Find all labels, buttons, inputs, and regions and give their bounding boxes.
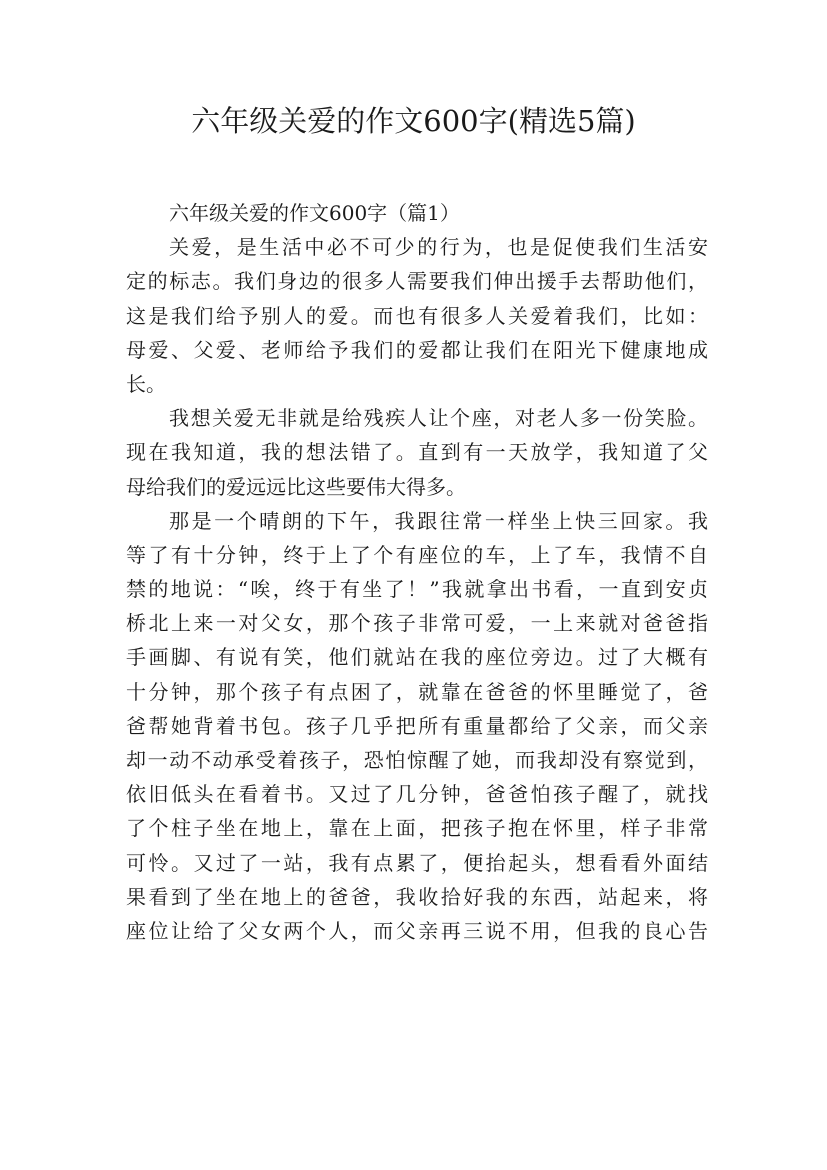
text-line: 那是一个晴朗的下午，我跟往常一样坐上快三回家。我 — [169, 508, 708, 533]
text-line: 了个柱子坐在地上，靠在上面，把孩子抱在怀里，样子非常 — [126, 816, 708, 841]
text-line: 座位让给了父女两个人，而父亲再三说不用，但我的良心告 — [126, 918, 708, 943]
text-line: 十分钟，那个孩子有点困了，就靠在爸爸的怀里睡觉了，爸 — [126, 679, 708, 704]
text-line: 爸帮她背着书包。孩子几乎把所有重量都给了父亲，而父亲 — [126, 713, 708, 738]
text-line: 母给我们的爱远远比这些要伟大得多。 — [126, 474, 466, 499]
document-title: 六年级关爱的作文600字(精选5篇) — [191, 104, 636, 138]
text-line: 等了有十分钟，终于上了个有座位的车，上了车，我情不自 — [126, 542, 708, 567]
text-line: 禁的地说：“唉，终于有坐了！”我就拿出书看，一直到安贞 — [126, 577, 708, 602]
text-line: 手画脚、有说有笑，他们就站在我的座位旁边。过了大概有 — [126, 645, 708, 670]
text-line: 却一动不动承受着孩子，恐怕惊醒了她，而我却没有察觉到， — [126, 748, 708, 772]
text-line: 果看到了坐在地上的爸爸，我收拾好我的东西，站起来，将 — [126, 884, 708, 909]
document-body — [126, 196, 708, 948]
text-line: 现在我知道，我的想法错了。直到有一天放学，我知道了父 — [126, 440, 708, 465]
text-line: 这是我们给予别人的爱。而也有很多人关爱着我们，比如： — [126, 303, 708, 328]
text-line: 桥北上来一对父女，那个孩子非常可爱，一上来就对爸爸指 — [126, 611, 708, 636]
text-line: 可怜。又过了一站，我有点累了，便抬起头，想看看外面结 — [126, 850, 708, 875]
text-line: 定的标志。我们身边的很多人需要我们伸出援手去帮助他们， — [126, 269, 708, 294]
text-line: 长。 — [126, 371, 166, 396]
text-line: 依旧低头在看着书。又过了几分钟，爸爸怕孩子醒了，就找 — [126, 782, 708, 807]
text-line: 关爱，是生活中必不可少的行为，也是促使我们生活安 — [169, 235, 708, 260]
text-line: 我想关爱无非就是给残疾人让个座，对老人多一份笑脸。 — [169, 406, 708, 431]
section-heading: 六年级关爱的作文600字（篇1） — [169, 201, 460, 225]
text-line: 母爱、父爱、老师给予我们的爱都让我们在阳光下健康地成 — [126, 337, 708, 362]
